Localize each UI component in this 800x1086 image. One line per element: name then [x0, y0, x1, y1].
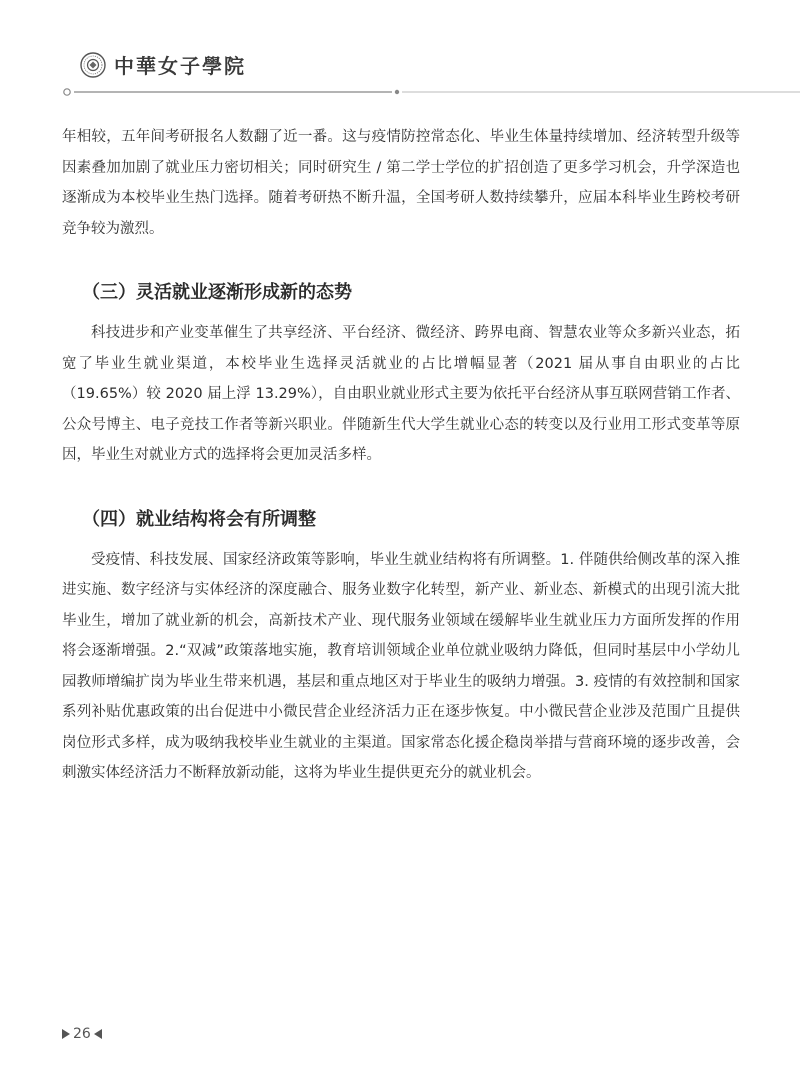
page-number: 26 [73, 1026, 91, 1042]
page-header [0, 0, 800, 100]
page-number-footer [62, 1026, 102, 1042]
triangle-right-icon [62, 1029, 70, 1039]
triangle-left-icon [94, 1029, 102, 1039]
section-3-heading: （三）灵活就业逐渐形成新的态势 [82, 282, 352, 303]
school-name: 中華女子學院 [114, 54, 246, 78]
section-4-heading: （四）就业结构将会有所调整 [82, 508, 316, 530]
header-divider [62, 86, 800, 98]
section-3-paragraph: 科技进步和产业变革催生了共享经济、平台经济、微经济、跨界电商、智慧农业等众多新兴业态，拓宽了毕业生就业渠道，本校毕业生选择灵活就业的占比增幅显著（2021 届从事自由职业的占比（19.65%）较 2020 届上浮 13.29%），自由职业就业形式主要为依托平台经济从事互联网营销工作者、公众号博主、电子竞技工作者等新兴职业。伴随新生代大学生就业心态的转变以及行业用工形式变革等原因，毕业生对就业方式的选择将会更加灵活多样。 [62, 325, 740, 463]
intro-paragraph: 年相较，五年间考研报名人数翻了近一番。这与疫情防控常态化、毕业生体量持续增加、经济转型升级等因素叠加加剧了就业压力密切相关；同时研究生 / 第二学士学位的扩招创造了更多学习机会，升学深造也逐渐成为本校毕业生热门选择。随着考研热不断升温，全国考研人数持续攀升，应届本科毕业生跨校考研竞争较为激烈。 [62, 129, 740, 237]
school-seal-icon [80, 52, 106, 78]
main-content [62, 122, 740, 789]
section-4-paragraph: 受疫情、科技发展、国家经济政策等影响，毕业生就业结构将有所调整。1. 伴随供给侧改革的深入推进实施、数字经济与实体经济的深度融合、服务业数字化转型，新产业、新业态、新模式的出现引流大批毕业生，增加了就业新的机会，高新技术产业、现代服务业领域在缓解毕业生就业压力方面所发挥的作用将会逐渐增强。2.“双减”政策落地实施，教育培训领域企业单位就业吸纳力降低，但同时基层中小学幼儿园教师增编扩岗为毕业生带来机遇，基层和重点地区对于毕业生的吸纳力增强。3. 疫情的有效控制和国家系列补贴优惠政策的出台促进中小微民营企业经济活力正在逐步恢复。中小微民营企业涉及范围广且提供岗位形式多样，成为吸纳我校毕业生就业的主渠道。国家常态化援企稳岗举措与营商环境的逐步改善，会刺激实体经济活力不断释放新动能，这将为毕业生提供更充分的就业机会。 [62, 551, 740, 781]
